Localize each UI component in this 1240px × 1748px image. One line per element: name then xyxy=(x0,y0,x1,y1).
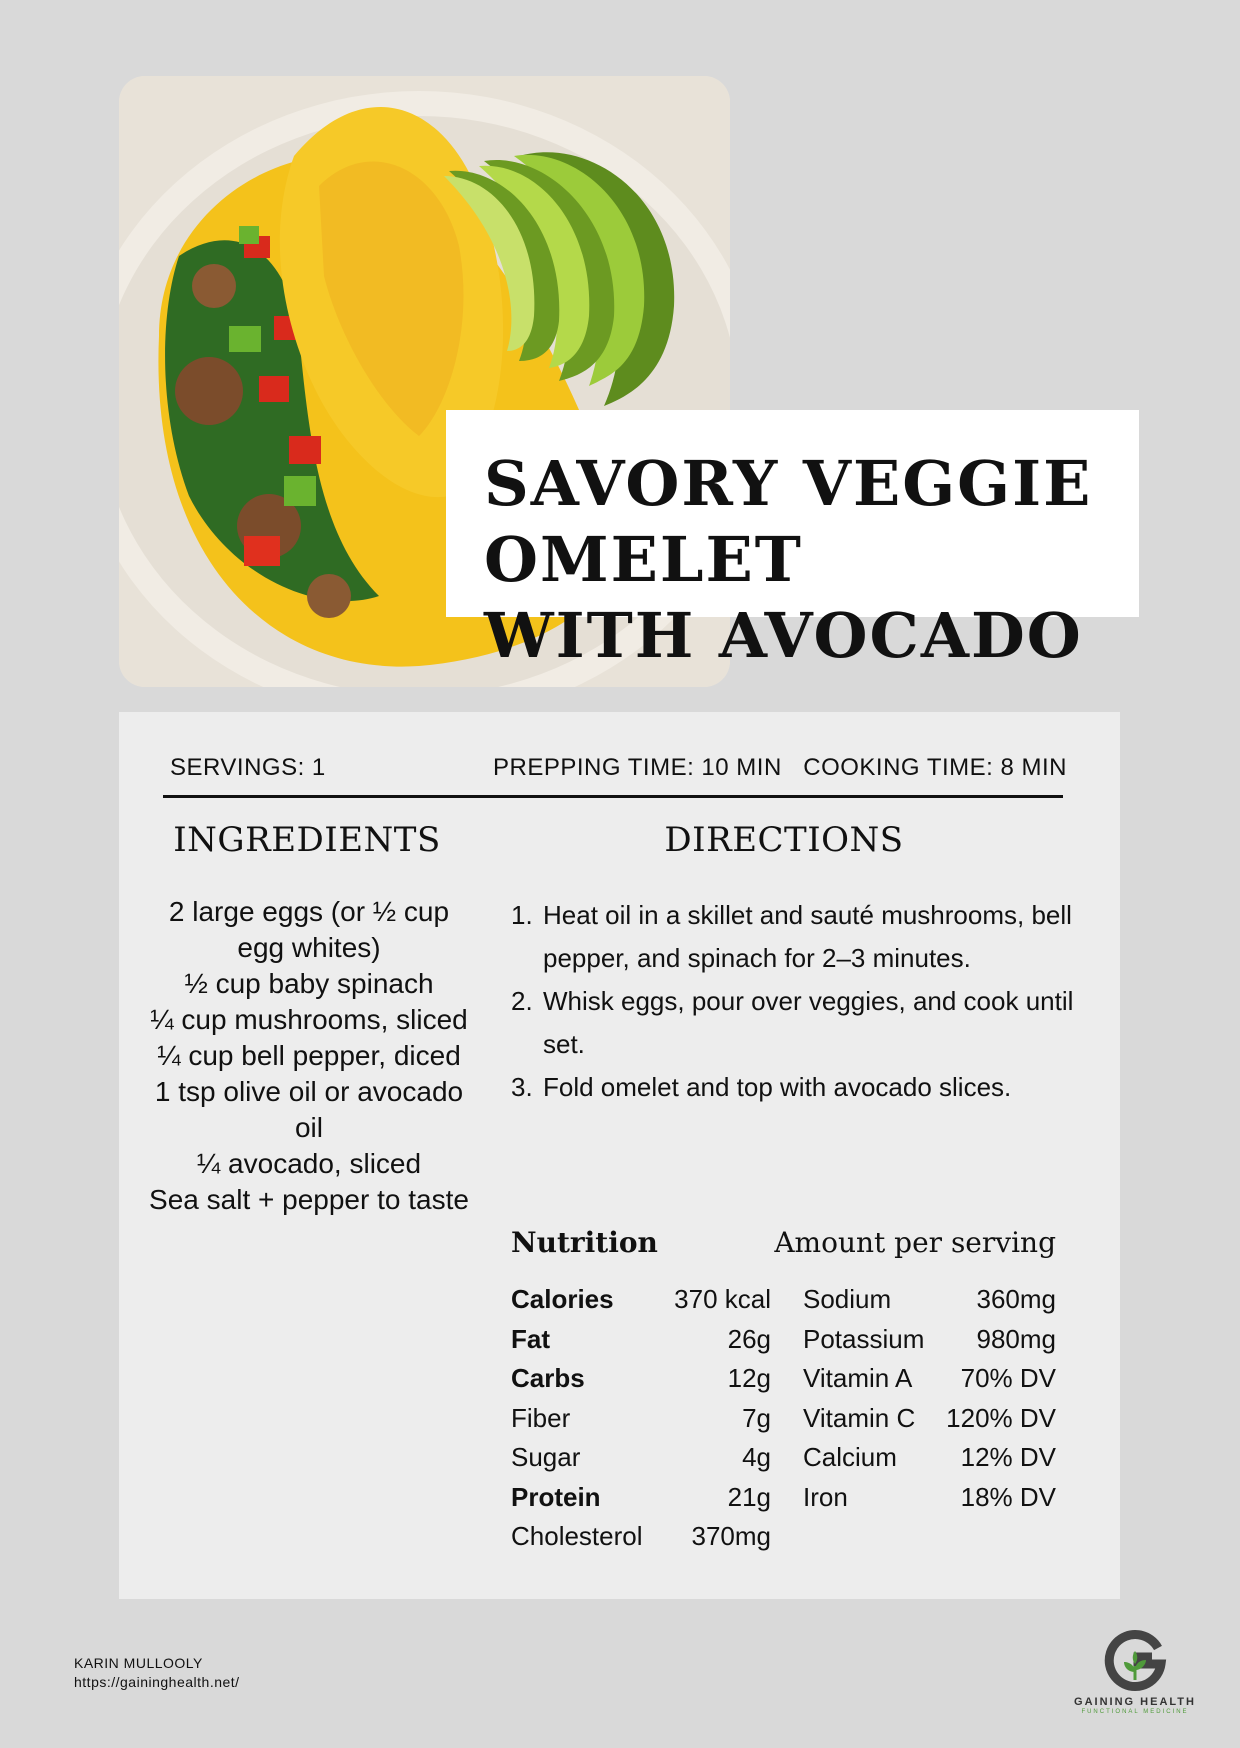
nutrition-row xyxy=(803,1284,1056,1324)
ingredients-list xyxy=(149,894,469,1218)
directions-heading: DIRECTIONS xyxy=(664,820,904,860)
nutrient-value: 360mg xyxy=(976,1284,1056,1314)
nutrient-value: 12g xyxy=(727,1363,771,1393)
direction-step xyxy=(511,894,1081,980)
direction-step xyxy=(511,980,1081,1066)
step-number: 3. xyxy=(511,1072,533,1102)
nutrient-value: 980mg xyxy=(976,1323,1056,1354)
ingredient-item: ¼ avocado, sliced xyxy=(196,1148,422,1179)
nutrient-label: Calories xyxy=(511,1284,614,1314)
nutrient-value: 370 kcal xyxy=(674,1284,771,1314)
nutrition-row xyxy=(803,1442,1056,1482)
nutrition-row xyxy=(803,1482,1056,1522)
nutrition-row xyxy=(511,1442,771,1482)
author-url[interactable]: https://gaininghealth.net/ xyxy=(74,1674,240,1690)
nutrition-row xyxy=(511,1363,771,1403)
gaining-health-logo xyxy=(1060,1628,1210,1738)
ingredient-item: ¼ cup bell pepper, diced xyxy=(157,1040,461,1071)
step-text: Whisk eggs, pour over veggies, and cook until set. xyxy=(543,986,1074,1059)
nutrient-label: Sugar xyxy=(511,1442,581,1472)
nutrient-label: Iron xyxy=(803,1481,848,1512)
nutrition-row xyxy=(511,1324,771,1364)
nutrition-table-left xyxy=(511,1284,771,1561)
recipe-title xyxy=(484,446,1139,674)
nutrient-label: Fiber xyxy=(511,1402,571,1433)
nutrient-label: Protein xyxy=(511,1481,601,1512)
nutrient-value: 18% DV xyxy=(960,1481,1056,1512)
cook-time: COOKING TIME: 8 MIN xyxy=(803,754,1067,781)
nutrition-table-right xyxy=(803,1284,1056,1521)
ingredients-heading: INGREDIENTS xyxy=(173,820,441,860)
ingredient-item: 2 large eggs (or ½ cup egg whites) xyxy=(168,896,450,963)
nutrition-row xyxy=(511,1284,771,1324)
ingredient-item: 1 tsp olive oil or avocado oil xyxy=(154,1076,464,1143)
nutrient-value: 21g xyxy=(727,1481,771,1512)
ingredient-item: ¼ cup mushrooms, sliced xyxy=(150,1004,468,1035)
directions-list xyxy=(511,894,1081,1109)
nutrient-label: Vitamin A xyxy=(803,1363,913,1393)
step-number: 1. xyxy=(511,900,533,930)
nutrient-value: 4g xyxy=(742,1442,771,1472)
step-number: 2. xyxy=(511,986,533,1016)
meta-divider xyxy=(163,795,1063,798)
title-line-2: WITH AVOCADO xyxy=(484,599,1083,672)
servings: SERVINGS: 1 xyxy=(170,754,326,781)
nutrient-label: Carbs xyxy=(511,1363,585,1393)
recipe-card xyxy=(119,712,1120,1599)
nutrition-row xyxy=(511,1521,771,1561)
nutrient-value: 370mg xyxy=(691,1521,771,1551)
recipe-meta xyxy=(163,754,1067,796)
logo-text: GAINING HEALTH xyxy=(1074,1696,1196,1708)
nutrition-row xyxy=(511,1482,771,1522)
prep-time: PREPPING TIME: 10 MIN xyxy=(493,754,782,781)
direction-step xyxy=(511,1066,1081,1109)
nutrient-value: 26g xyxy=(727,1323,771,1354)
nutrition-heading: Nutrition xyxy=(511,1226,658,1259)
nutrient-value: 12% DV xyxy=(960,1442,1056,1472)
logo-g-icon xyxy=(1102,1628,1168,1694)
nutrient-label: Sodium xyxy=(803,1284,892,1314)
title-line-1: SAVORY VEGGIE OMELET xyxy=(484,447,1093,596)
nutrition-subheading: Amount per serving xyxy=(774,1226,1056,1259)
nutrient-label: Fat xyxy=(511,1323,550,1354)
nutrition-row xyxy=(803,1403,1056,1443)
nutrient-label: Vitamin C xyxy=(803,1402,916,1433)
nutrition-row xyxy=(803,1363,1056,1403)
ingredient-item: ½ cup baby spinach xyxy=(184,968,434,999)
logo-tagline: FUNCTIONAL MEDICINE xyxy=(1081,1709,1189,1715)
nutrient-value: 7g xyxy=(742,1402,771,1433)
nutrient-label: Cholesterol xyxy=(511,1521,643,1551)
nutrient-label: Calcium xyxy=(803,1442,897,1472)
nutrient-value: 70% DV xyxy=(960,1363,1056,1393)
title-box xyxy=(446,410,1139,672)
nutrient-value: 120% DV xyxy=(946,1402,1056,1433)
step-text: Heat oil in a skillet and sauté mushrooms, bell pepper, and spinach for 2–3 minutes. xyxy=(543,900,1072,973)
nutrition-row xyxy=(803,1324,1056,1364)
nutrient-label: Potassium xyxy=(803,1323,925,1354)
footer-author xyxy=(74,1654,240,1692)
nutrition-row xyxy=(511,1403,771,1443)
step-text: Fold omelet and top with avocado slices. xyxy=(543,1072,1012,1102)
author-name: KARIN MULLOOLY xyxy=(74,1655,203,1671)
ingredient-item: Sea salt + pepper to taste xyxy=(149,1184,469,1215)
